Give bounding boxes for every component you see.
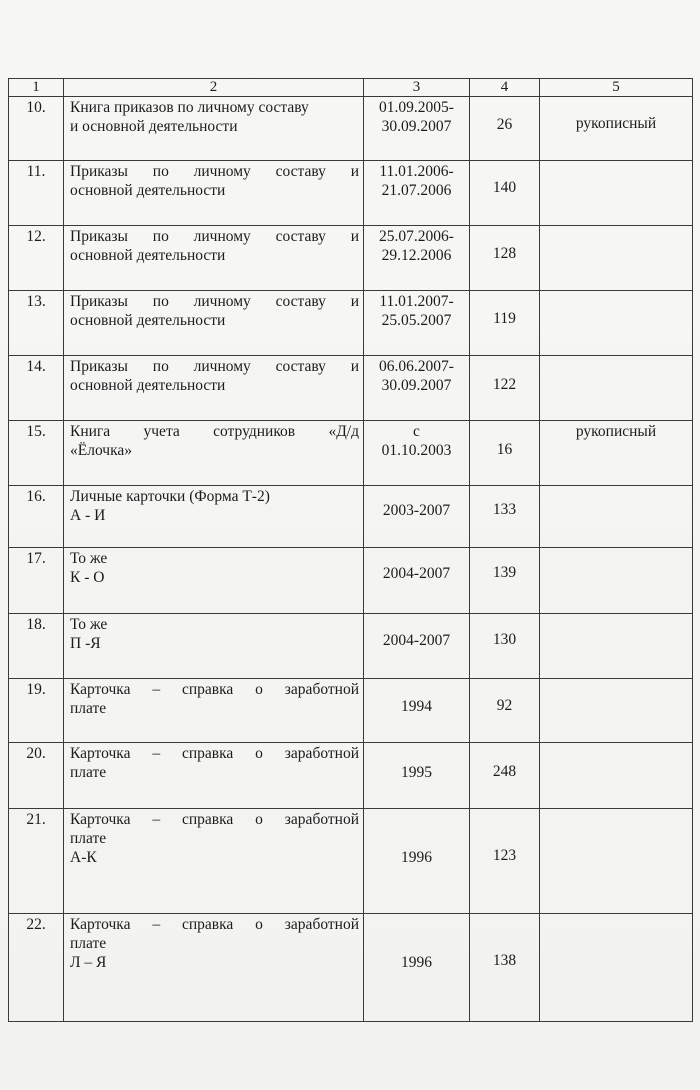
table-row bbox=[9, 743, 693, 809]
sheet-count-value: 26 bbox=[496, 116, 513, 133]
document-title bbox=[64, 548, 364, 614]
date-line: 2003-2007 bbox=[382, 502, 451, 519]
column-header: 4 bbox=[470, 79, 540, 97]
date-range bbox=[364, 356, 470, 421]
document-title bbox=[64, 161, 364, 226]
date-range bbox=[364, 161, 470, 226]
date-range bbox=[364, 809, 470, 914]
note bbox=[540, 226, 693, 291]
sheet-count bbox=[470, 614, 540, 679]
row-number: 21. bbox=[9, 809, 64, 914]
date-line: с bbox=[413, 423, 420, 440]
note bbox=[540, 809, 693, 914]
sheet-count bbox=[470, 743, 540, 809]
note bbox=[540, 161, 693, 226]
sheet-count bbox=[470, 486, 540, 548]
date-range bbox=[364, 914, 470, 1022]
row-number: 10. bbox=[9, 97, 64, 161]
title-line: А - И bbox=[70, 507, 106, 524]
title-line: Приказы по личному составу и bbox=[70, 228, 359, 245]
note bbox=[540, 743, 693, 809]
inventory-table bbox=[8, 78, 693, 1022]
title-line: Карточка – справка о заработной bbox=[70, 681, 359, 698]
date-line: 06.06.2007- bbox=[379, 358, 454, 375]
title-line: Приказы по личному составу и bbox=[70, 358, 359, 375]
document-title bbox=[64, 486, 364, 548]
sheet-count bbox=[470, 291, 540, 356]
document-title bbox=[64, 421, 364, 486]
date-line: 30.09.2007 bbox=[381, 377, 452, 394]
sheet-count-value: 119 bbox=[493, 310, 516, 327]
date-line: 29.12.2006 bbox=[381, 247, 452, 264]
table-row bbox=[9, 809, 693, 914]
title-line: основной деятельности bbox=[70, 182, 226, 199]
note bbox=[540, 679, 693, 743]
note bbox=[540, 356, 693, 421]
title-line: П -Я bbox=[70, 635, 101, 652]
sheet-count-value: 248 bbox=[492, 763, 517, 780]
column-header: 2 bbox=[64, 79, 364, 97]
date-line: 2004-2007 bbox=[382, 632, 451, 649]
document-title bbox=[64, 914, 364, 1022]
sheet-count-value: 16 bbox=[496, 441, 513, 458]
sheet-count-value: 92 bbox=[496, 697, 513, 714]
title-line: Книга учета сотрудников «Д/д bbox=[70, 423, 359, 440]
table-row bbox=[9, 614, 693, 679]
sheet-count bbox=[470, 161, 540, 226]
title-line: «Ёлочка» bbox=[70, 442, 133, 459]
title-line: Приказы по личному составу и bbox=[70, 163, 359, 180]
date-range bbox=[364, 486, 470, 548]
row-number: 13. bbox=[9, 291, 64, 356]
date-line: 30.09.2007 bbox=[381, 118, 452, 135]
date-range bbox=[364, 743, 470, 809]
column-header: 5 bbox=[540, 79, 693, 97]
title-line: Карточка – справка о заработной bbox=[70, 745, 359, 762]
table-row bbox=[9, 226, 693, 291]
date-line: 11.01.2007- bbox=[379, 293, 454, 310]
date-range bbox=[364, 548, 470, 614]
note bbox=[540, 614, 693, 679]
date-line: 25.07.2006- bbox=[379, 228, 454, 245]
sheet-count-value: 138 bbox=[492, 952, 517, 969]
sheet-count bbox=[470, 356, 540, 421]
title-line: Личные карточки (Форма Т-2) bbox=[70, 488, 270, 505]
title-line: Л – Я bbox=[70, 954, 107, 971]
sheet-count-value: 139 bbox=[492, 564, 517, 581]
date-line: 01.10.2003 bbox=[381, 442, 452, 459]
note bbox=[540, 291, 693, 356]
column-header: 3 bbox=[364, 79, 470, 97]
document-title bbox=[64, 614, 364, 679]
date-line: 11.01.2006- bbox=[379, 163, 454, 180]
sheet-count-value: 130 bbox=[492, 631, 517, 648]
date-line: 1996 bbox=[401, 849, 432, 866]
document-title bbox=[64, 679, 364, 743]
note bbox=[540, 548, 693, 614]
title-line: и основной деятельности bbox=[70, 118, 238, 135]
table-row bbox=[9, 486, 693, 548]
row-number: 20. bbox=[9, 743, 64, 809]
row-number: 22. bbox=[9, 914, 64, 1022]
title-line: основной деятельности bbox=[70, 377, 226, 394]
table-row bbox=[9, 161, 693, 226]
title-line: основной деятельности bbox=[70, 312, 226, 329]
title-line: А-К bbox=[70, 849, 97, 866]
row-number: 17. bbox=[9, 548, 64, 614]
date-line: 1995 bbox=[401, 764, 432, 781]
title-line: плате bbox=[70, 935, 107, 952]
note bbox=[540, 97, 693, 161]
document-title bbox=[64, 291, 364, 356]
sheet-count-value: 140 bbox=[492, 179, 517, 196]
document-title bbox=[64, 226, 364, 291]
sheet-count bbox=[470, 809, 540, 914]
date-range bbox=[364, 614, 470, 679]
date-range bbox=[364, 226, 470, 291]
table-row bbox=[9, 679, 693, 743]
sheet-count bbox=[470, 679, 540, 743]
title-line: К - О bbox=[70, 569, 105, 586]
table-row bbox=[9, 291, 693, 356]
title-line: Карточка – справка о заработной bbox=[70, 811, 359, 828]
note-value: рукописный bbox=[575, 115, 657, 132]
table-row bbox=[9, 356, 693, 421]
sheet-count-value: 123 bbox=[492, 847, 517, 864]
table-row bbox=[9, 548, 693, 614]
title-line: То же bbox=[70, 550, 108, 567]
date-line: 01.09.2005- bbox=[379, 99, 454, 116]
title-line: Книга приказов по личному составу bbox=[70, 99, 309, 116]
row-number: 19. bbox=[9, 679, 64, 743]
row-number: 14. bbox=[9, 356, 64, 421]
document-title bbox=[64, 809, 364, 914]
sheet-count bbox=[470, 421, 540, 486]
title-line: Приказы по личному составу и bbox=[70, 293, 359, 310]
document-title bbox=[64, 743, 364, 809]
sheet-count-value: 128 bbox=[492, 245, 517, 262]
note bbox=[540, 486, 693, 548]
sheet-count-value: 122 bbox=[492, 376, 517, 393]
table-row bbox=[9, 914, 693, 1022]
sheet-count bbox=[470, 226, 540, 291]
date-line: 1996 bbox=[401, 954, 432, 971]
title-line: плате bbox=[70, 764, 107, 781]
date-line: 1994 bbox=[401, 698, 432, 715]
row-number: 15. bbox=[9, 421, 64, 486]
row-number: 12. bbox=[9, 226, 64, 291]
sheet-count bbox=[470, 914, 540, 1022]
date-range bbox=[364, 679, 470, 743]
note-value: рукописный bbox=[575, 423, 657, 440]
row-number: 11. bbox=[9, 161, 64, 226]
row-number: 18. bbox=[9, 614, 64, 679]
row-number: 16. bbox=[9, 486, 64, 548]
title-line: То же bbox=[70, 616, 108, 633]
table-row bbox=[9, 421, 693, 486]
date-line: 25.05.2007 bbox=[381, 312, 452, 329]
date-line: 21.07.2006 bbox=[381, 182, 452, 199]
date-range bbox=[364, 97, 470, 161]
sheet-count bbox=[470, 548, 540, 614]
note bbox=[540, 421, 693, 486]
note bbox=[540, 914, 693, 1022]
date-range bbox=[364, 421, 470, 486]
title-line: плате bbox=[70, 830, 107, 847]
date-range bbox=[364, 291, 470, 356]
table-row bbox=[9, 97, 693, 161]
title-line: Карточка – справка о заработной bbox=[70, 916, 359, 933]
sheet-count bbox=[470, 97, 540, 161]
date-line: 2004-2007 bbox=[382, 565, 451, 582]
column-header: 1 bbox=[9, 79, 64, 97]
document-title bbox=[64, 356, 364, 421]
sheet-count-value: 133 bbox=[492, 501, 517, 518]
title-line: плате bbox=[70, 700, 107, 717]
document-title bbox=[64, 97, 364, 161]
table-header-row bbox=[9, 79, 693, 97]
title-line: основной деятельности bbox=[70, 247, 226, 264]
